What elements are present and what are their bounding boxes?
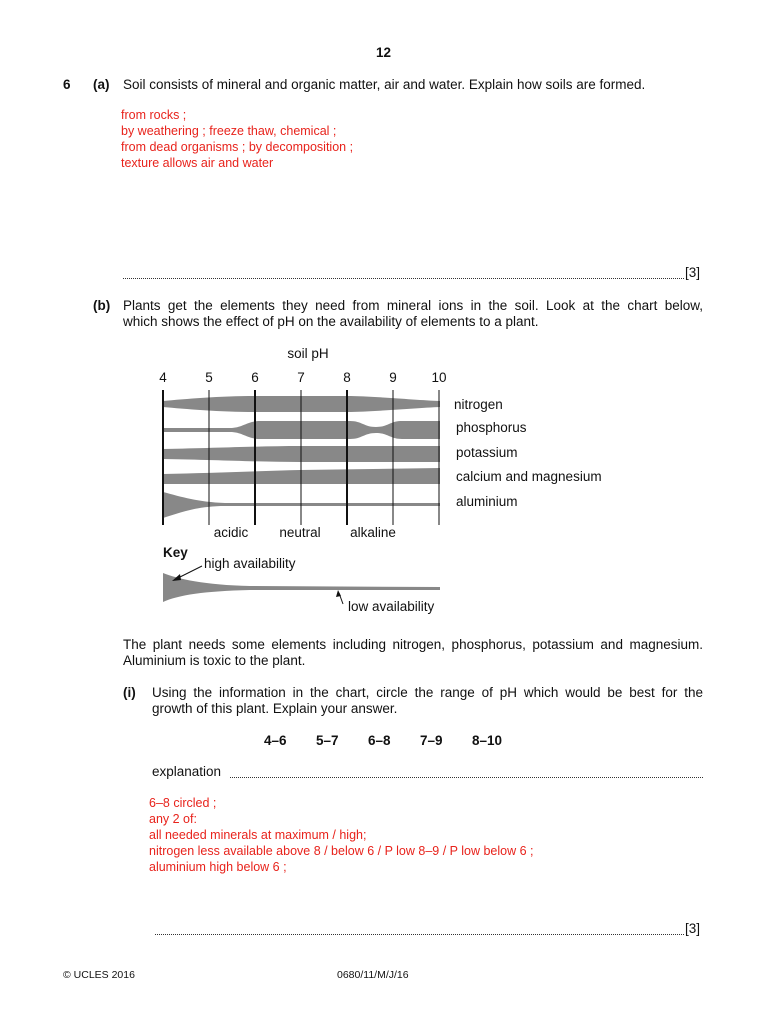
explanation-label: explanation [152, 764, 222, 779]
explanation-line[interactable] [230, 767, 703, 778]
part-b-intro-line-2: which shows the effect of pH on the availability of elements to a plant. [123, 314, 539, 329]
ph-range-option-5-7[interactable]: 5–7 [316, 733, 339, 748]
page-number: 12 [376, 45, 392, 60]
footer-paper-code: 0680/11/M/J/16 [337, 969, 409, 981]
ph-tick-7: 7 [297, 370, 305, 385]
answer-a-line-2: by weathering ; freeze thaw, chemical ; [121, 124, 337, 138]
ph-tick-4: 4 [159, 370, 167, 385]
answer-line-i[interactable] [155, 924, 684, 935]
ph-tick-5: 5 [205, 370, 213, 385]
label-potassium: potassium [456, 445, 518, 460]
question-number: 6 [63, 77, 71, 92]
key-high-label: high availability [204, 556, 296, 571]
plant-needs-line-1: The plant needs some elements including nitrogen, phosphorus, potassium and magnesium. [123, 637, 703, 652]
key-low-label: low availability [348, 599, 435, 614]
part-i-label: (i) [123, 685, 136, 700]
label-aluminium: aluminium [456, 494, 518, 509]
answer-a-line-4: texture allows air and water [121, 156, 274, 170]
key-title: Key [163, 545, 188, 560]
key-low-arrow-head [336, 590, 341, 597]
answer-i-line-3: all needed minerals at maximum / high; [149, 828, 367, 842]
marks-a: [3] [685, 265, 701, 280]
key-wedge [163, 573, 440, 602]
ph-tick-8: 8 [343, 370, 351, 385]
footer-copyright: © UCLES 2016 [63, 969, 135, 981]
ph-tick-10: 10 [431, 370, 447, 385]
answer-i-line-5: aluminium high below 6 ; [149, 860, 287, 874]
chart-axis-title: soil pH [287, 346, 329, 361]
zone-acidic: acidic [213, 525, 249, 540]
answer-a-line-1: from rocks ; [121, 108, 187, 122]
ph-range-option-7-9[interactable]: 7–9 [420, 733, 443, 748]
part-b-label: (b) [93, 298, 111, 313]
ph-range-option-8-10[interactable]: 8–10 [472, 733, 503, 748]
part-a-question: Soil consists of mineral and organic matter, air and water. Explain how soils are formed. [123, 77, 646, 92]
answer-i-line-2: any 2 of: [149, 812, 197, 826]
label-nitrogen: nitrogen [454, 397, 503, 412]
answer-i-line-4: nitrogen less available above 8 / below 6 / P low 8–9 / P low below 6 ; [149, 844, 534, 858]
part-b-intro-line-1: Plants get the elements they need from mineral ions in the soil. Look at the chart below, [123, 298, 703, 313]
answer-a-line-3: from dead organisms ; by decomposition ; [121, 140, 354, 154]
ph-tick-9: 9 [389, 370, 397, 385]
label-calcium-magnesium: calcium and magnesium [456, 469, 602, 484]
ph-tick-6: 6 [251, 370, 259, 385]
part-i-question-line-1: Using the information in the chart, circle the range of pH which would be best for the [152, 685, 703, 700]
plant-needs-line-2: Aluminium is toxic to the plant. [123, 653, 306, 668]
part-a-label: (a) [93, 77, 110, 92]
ph-range-option-6-8[interactable]: 6–8 [368, 733, 391, 748]
part-i-question-line-2: growth of this plant. Explain your answer. [152, 701, 398, 716]
zone-neutral: neutral [279, 525, 321, 540]
zone-alkaline: alkaline [350, 525, 396, 540]
label-phosphorus: phosphorus [456, 420, 527, 435]
marks-i: [3] [685, 921, 701, 936]
ph-range-option-4-6[interactable]: 4–6 [264, 733, 287, 748]
answer-i-line-1: 6–8 circled ; [149, 796, 217, 810]
